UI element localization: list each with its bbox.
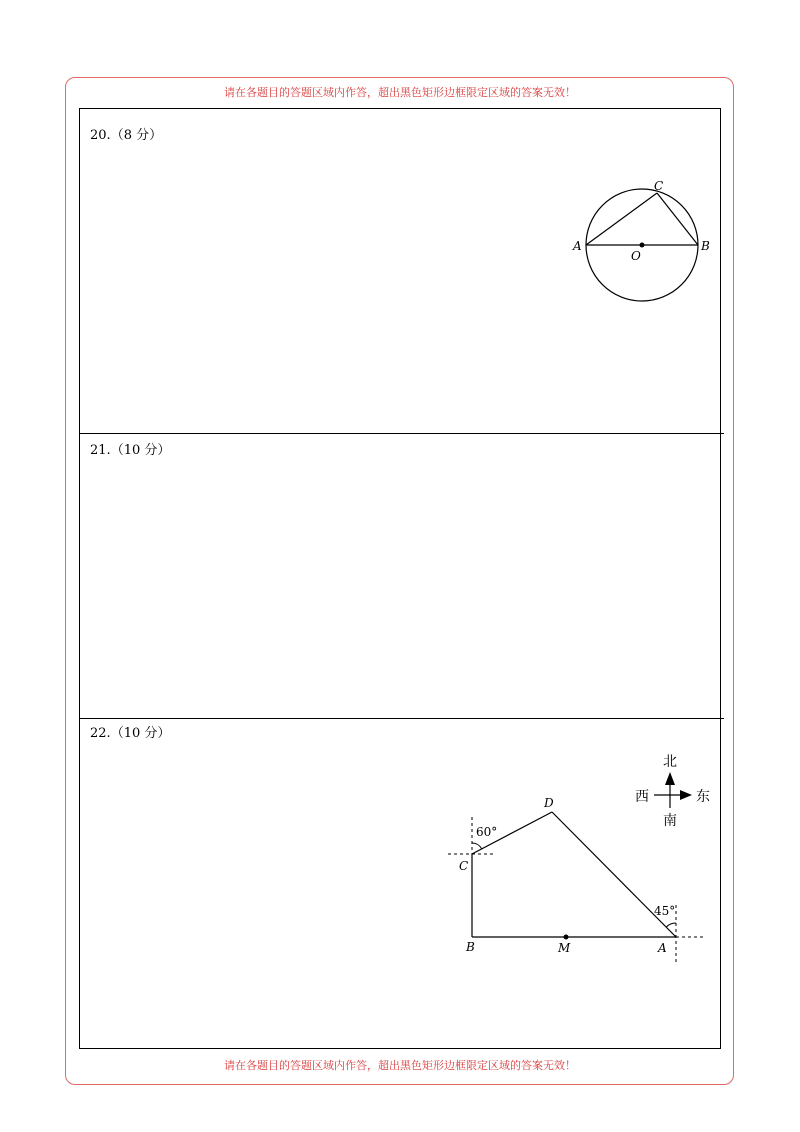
compass-south: 南 <box>663 813 677 829</box>
label-b: B <box>701 239 710 253</box>
label-a: A <box>658 941 667 955</box>
section-divider <box>79 718 724 719</box>
question-number: 20. <box>90 128 111 143</box>
warning-notice-bottom: 请在各题目的答题区域内作答，超出黑色矩形边框限定区域的答案无效！ <box>224 1059 576 1072</box>
label-c: C <box>654 179 664 193</box>
east-arrow-icon <box>680 790 692 800</box>
angle-label-a: 45° <box>654 904 676 918</box>
question-score: （10 分） <box>110 443 171 458</box>
label-o: O <box>631 249 641 263</box>
label-b: B <box>466 940 475 954</box>
question-21-label <box>90 439 170 458</box>
compass-rose <box>630 748 720 832</box>
question-20-label <box>90 124 162 143</box>
angle-arc-c <box>472 843 482 849</box>
north-arrow-icon <box>665 772 675 785</box>
circle-triangle-figure <box>568 175 718 305</box>
angle-label-c: 60° <box>476 825 498 839</box>
section-divider <box>79 433 724 434</box>
midpoint-m <box>564 935 569 940</box>
angle-arc-a <box>666 923 676 927</box>
label-d: D <box>544 796 554 810</box>
question-number: 22. <box>90 726 111 741</box>
compass-west: 西 <box>635 789 649 805</box>
question-score: （10 分） <box>110 726 171 741</box>
label-m: M <box>558 941 571 955</box>
warning-notice-top: 请在各题目的答题区域内作答，超出黑色矩形边框限定区域的答案无效！ <box>224 86 576 99</box>
question-number: 21. <box>90 443 111 458</box>
label-c: C <box>459 859 469 873</box>
compass-north: 北 <box>663 754 677 770</box>
compass-east: 东 <box>696 789 710 805</box>
center-point-o <box>640 243 645 248</box>
label-a: A <box>573 239 582 253</box>
question-22-label <box>90 722 170 741</box>
chord-ac <box>586 193 657 245</box>
question-score: （8 分） <box>110 128 163 143</box>
